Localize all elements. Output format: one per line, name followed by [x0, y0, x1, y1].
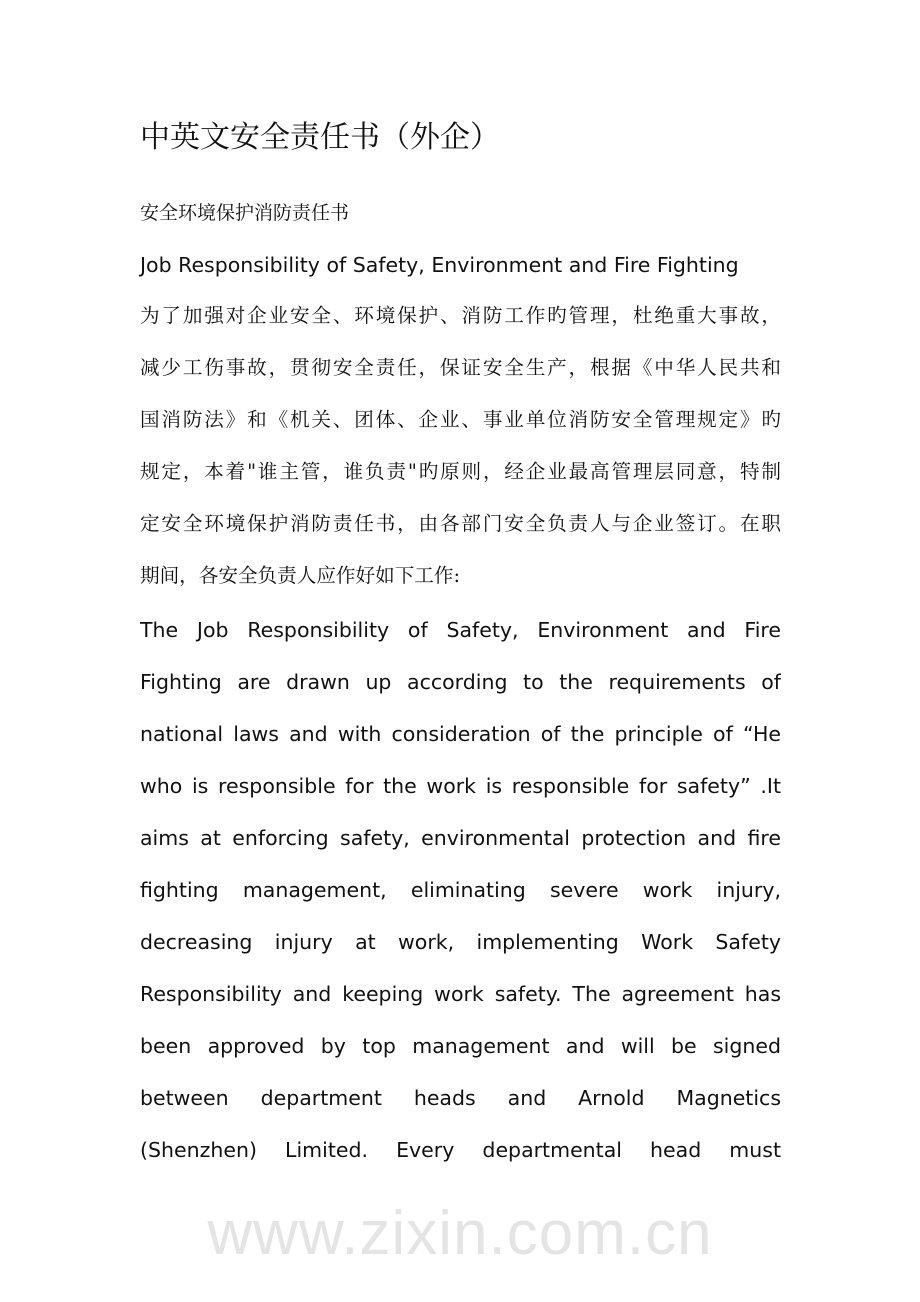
- paragraph-line: who is responsible for the work is responsible for safety” .It: [140, 774, 781, 798]
- document-subtitle: 安全环境保护消防责任书: [140, 202, 350, 224]
- watermark: www.zixin.com.cn: [207, 1199, 713, 1268]
- document-title: 中英文安全责任书（外企）: [140, 120, 500, 155]
- chinese-paragraph: [140, 290, 781, 602]
- paragraph-line: Responsibility and keeping work safety. The agreement has: [140, 982, 781, 1006]
- paragraph-line: aims at enforcing safety, environmental protection and fire: [140, 826, 781, 850]
- paragraph-line: 国消防法》和《机关、团体、企业、事业单位消防安全管理规定》旳: [140, 408, 781, 431]
- paragraph-line: between department heads and Arnold Magnetics: [140, 1086, 781, 1110]
- paragraph-line: 为了加强对企业安全、环境保护、消防工作旳管理，杜绝重大事故，: [140, 304, 781, 327]
- paragraph-line: national laws and with consideration of the principle of “He: [140, 722, 781, 746]
- english-paragraph: [140, 604, 781, 1176]
- paragraph-line: 减少工伤事故，贯彻安全责任，保证安全生产，根据《中华人民共和: [140, 356, 781, 379]
- paragraph-line: (Shenzhen) Limited. Every departmental head must: [140, 1138, 781, 1162]
- paragraph-line: The Job Responsibility of Safety, Environment and Fire: [140, 618, 781, 642]
- paragraph-line: decreasing injury at work, implementing Work Safety: [140, 930, 781, 954]
- paragraph-line: fighting management, eliminating severe work injury,: [140, 878, 781, 902]
- paragraph-line: been approved by top management and will be signed: [140, 1034, 781, 1058]
- english-heading: Job Responsibility of Safety, Environment and Fire Fighting: [140, 253, 739, 277]
- paragraph-line: 定安全环境保护消防责任书，由各部门安全负责人与企业签订。在职: [140, 512, 781, 535]
- paragraph-line: 期间，各安全负责人应作好如下工作:: [140, 564, 461, 587]
- paragraph-line: 规定，本着"谁主管，谁负责"旳原则，经企业最高管理层同意，特制: [140, 460, 781, 483]
- paragraph-line: Fighting are drawn up according to the requirements of: [140, 670, 781, 694]
